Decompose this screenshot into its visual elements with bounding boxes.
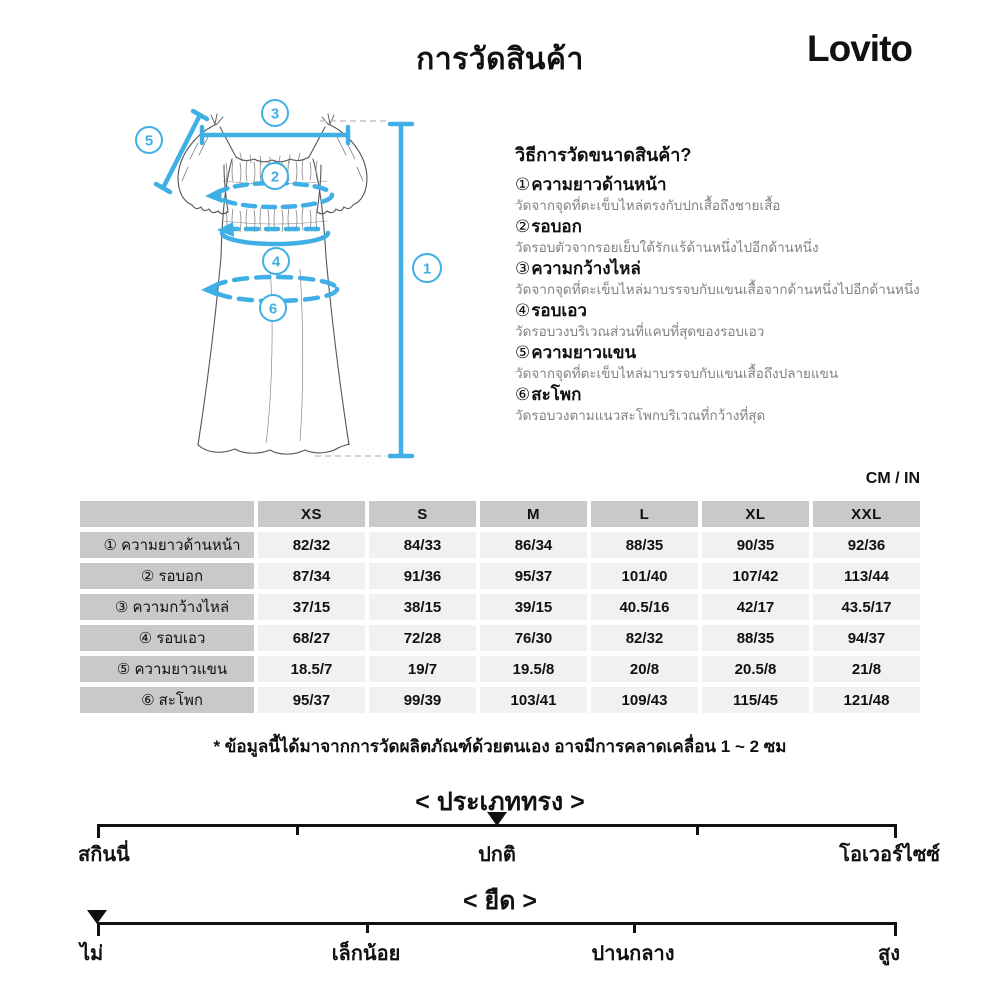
fit-type-marker-icon: [487, 812, 507, 826]
table-cell: 107/42: [702, 563, 809, 589]
scale-label: ปานกลาง: [591, 943, 675, 965]
table-cell: 91/36: [369, 563, 476, 589]
fit-type-labels: [0, 838, 1000, 868]
table-cell: 40.5/16: [591, 594, 698, 620]
table-cell: 113/44: [813, 563, 920, 589]
scale-track: [97, 922, 897, 925]
instruction-title-text: ความยาวด้านหน้า: [531, 175, 667, 194]
instruction-title: [515, 258, 935, 279]
table-cell: 43.5/17: [813, 594, 920, 620]
instruction-item: [515, 174, 935, 216]
column-header-xxl: XXL: [813, 501, 920, 527]
front-length-line: [390, 124, 412, 456]
measurement-marks: [156, 111, 412, 456]
instruction-title: [515, 174, 935, 195]
scale-tick: [97, 922, 100, 936]
table-cell: 18.5/7: [258, 656, 365, 682]
instruction-desc: วัดรอบวงตามแนวสะโพกบริเวณที่กว้างที่สุด: [515, 408, 766, 423]
scale-label: ปกติ: [478, 844, 516, 866]
table-cell: 92/36: [813, 532, 920, 558]
callout-6: 6: [268, 300, 278, 318]
scale-label: สูง: [878, 943, 900, 965]
table-cell: 95/37: [258, 687, 365, 713]
instruction-desc: วัดรอบวงบริเวณส่วนที่แคบที่สุดของรอบเอว: [515, 324, 765, 339]
scale-label: เล็กน้อย: [331, 943, 401, 965]
table-cell: 19/7: [369, 656, 476, 682]
callout-3: 3: [270, 105, 280, 123]
table-cell: 101/40: [591, 563, 698, 589]
column-header-l: L: [591, 501, 698, 527]
instruction-number: ②: [515, 217, 531, 236]
shoulder-width-line: [202, 127, 348, 143]
table-cell: 88/35: [591, 532, 698, 558]
instruction-item: [515, 216, 935, 258]
column-header-xs: XS: [258, 501, 365, 527]
table-cell: 68/27: [258, 625, 365, 651]
instructions-heading: วิธีการวัดขนาดสินค้า?: [515, 145, 692, 165]
table-cell: 82/32: [258, 532, 365, 558]
instruction-title-text: รอบอก: [531, 217, 582, 236]
instruction-number: ①: [515, 175, 531, 194]
callout-5: 5: [144, 132, 154, 150]
instruction-title-text: ความกว้างไหล่: [531, 259, 641, 278]
instruction-title: [515, 300, 935, 321]
instruction-title-text: ความยาวแขน: [531, 343, 637, 362]
instruction-item: [515, 258, 935, 300]
stretch-heading: < ยืด >: [463, 887, 537, 915]
table-cell: 84/33: [369, 532, 476, 558]
instruction-desc: วัดจากจุดที่ตะเข็บไหล่มาบรรจบกับแขนเสื้อจากด้านหนึ่งไปอีกด้านหนึ่ง: [515, 282, 920, 297]
table-cell: 38/15: [369, 594, 476, 620]
table-cell: 88/35: [702, 625, 809, 651]
instruction-desc: วัดรอบตัวจากรอยเย็บใต้รักแร้ด้านหนึ่งไปอีกด้านหนึ่ง: [515, 240, 819, 255]
column-header-s: S: [369, 501, 476, 527]
table-cell: 42/17: [702, 594, 809, 620]
table-cell: 109/43: [591, 687, 698, 713]
row-label: ⑥ สะโพก: [80, 687, 254, 713]
dress-measurement-diagram: [120, 93, 470, 478]
scale-label: สกินนี่: [78, 844, 130, 866]
bust-arrowhead: [205, 188, 222, 203]
scale-tick: [366, 922, 369, 933]
instruction-number: ④: [515, 301, 531, 320]
scale-tick: [696, 824, 699, 835]
column-header-xl: XL: [702, 501, 809, 527]
table-cell: 95/37: [480, 563, 587, 589]
instruction-title: [515, 384, 935, 405]
sleeve-length-line: [156, 111, 207, 192]
callout-1: 1: [422, 260, 432, 278]
row-label: ① ความยาวด้านหน้า: [80, 532, 254, 558]
row-label: ② รอบอก: [80, 563, 254, 589]
instruction-title-text: สะโพก: [531, 385, 582, 404]
table-cell: 20.5/8: [702, 656, 809, 682]
instruction-item: [515, 342, 935, 384]
instruction-title: [515, 342, 935, 363]
stretch-labels: [0, 937, 1000, 967]
table-cell: 86/34: [480, 532, 587, 558]
instruction-number: ⑥: [515, 385, 531, 404]
instruction-desc: วัดจากจุดที่ตะเข็บไหล่ตรงกับปกเสื้อถึงชายเสื้อ: [515, 198, 781, 213]
scale-tick: [894, 922, 897, 936]
instruction-title-text: รอบเอว: [531, 301, 587, 320]
table-cell: 21/8: [813, 656, 920, 682]
scale-tick: [97, 824, 100, 838]
instruction-title: [515, 216, 935, 237]
table-cell: 103/41: [480, 687, 587, 713]
table-cell: 94/37: [813, 625, 920, 651]
unit-label: CM / IN: [865, 470, 920, 487]
measurement-disclaimer: * ข้อมูลนี้ได้มาจากการวัดผลิตภัณฑ์ด้วยตนเอง อาจมีการคลาดเคลื่อน 1 ~ 2 ซม: [213, 737, 787, 756]
column-header-m: M: [480, 501, 587, 527]
page-title: การวัดสินค้า: [416, 43, 584, 76]
table-cell: 90/35: [702, 532, 809, 558]
hip-arrowhead: [201, 282, 218, 297]
scale-tick: [894, 824, 897, 838]
table-cell: 19.5/8: [480, 656, 587, 682]
callout-2: 2: [270, 168, 280, 186]
instruction-number: ⑤: [515, 343, 531, 362]
table-cell: 37/15: [258, 594, 365, 620]
table-cell: 76/30: [480, 625, 587, 651]
instruction-number: ③: [515, 259, 531, 278]
callout-4: 4: [271, 253, 281, 271]
table-corner-cell: [80, 501, 254, 527]
table-cell: 20/8: [591, 656, 698, 682]
table-cell: 121/48: [813, 687, 920, 713]
table-cell: 72/28: [369, 625, 476, 651]
guide-leader-lines: [315, 121, 388, 456]
table-cell: 99/39: [369, 687, 476, 713]
scale-tick: [296, 824, 299, 835]
row-label: ③ ความกว้างไหล่: [80, 594, 254, 620]
table-cell: 82/32: [591, 625, 698, 651]
measure-instructions: [515, 143, 935, 426]
row-label: ⑤ ความยาวแขน: [80, 656, 254, 682]
instruction-item: [515, 384, 935, 426]
table-cell: 39/15: [480, 594, 587, 620]
size-table: [80, 501, 920, 713]
scale-label: ไม่: [80, 943, 104, 965]
fit-type-heading: < ประเภททรง >: [415, 788, 585, 816]
row-label: ④ รอบเอว: [80, 625, 254, 651]
brand-logo: Lovito: [807, 28, 912, 69]
scale-tick: [633, 922, 636, 933]
scale-label: โอเวอร์ไซซ์: [839, 844, 940, 866]
stretch-marker-icon: [87, 910, 107, 924]
instruction-desc: วัดจากจุดที่ตะเข็บไหล่มาบรรจบกับแขนเสื้อถึงปลายแขน: [515, 366, 839, 381]
instruction-item: [515, 300, 935, 342]
table-cell: 87/34: [258, 563, 365, 589]
waist-ellipse: [222, 233, 328, 244]
table-cell: 115/45: [702, 687, 809, 713]
